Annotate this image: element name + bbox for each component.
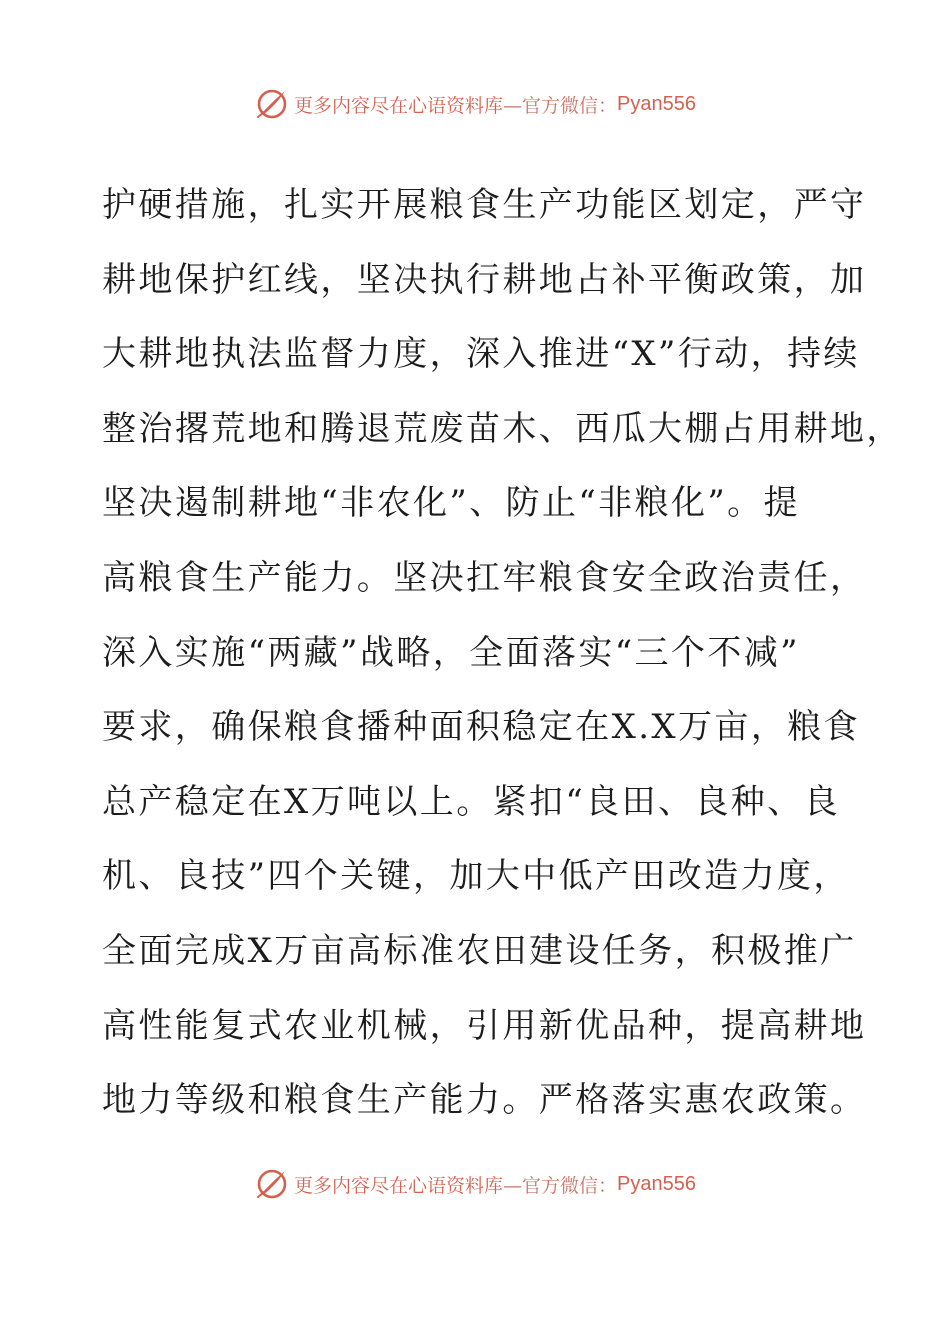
watermark-wechat-id: Pyan556 <box>617 92 696 115</box>
text-line: 地力等级和粮食生产能力。严格落实惠农政策。 <box>102 1080 867 1121</box>
text-line: 深入实施“两藏”战略，全面落实“三个不减” <box>102 632 800 673</box>
footer-watermark <box>0 1164 950 1204</box>
watermark-title: 更多内容尽在心语资料库 <box>294 1174 504 1197</box>
watermark-wechat-label: —官方微信： <box>503 1174 618 1197</box>
watermark-wechat-label: —官方微信： <box>503 94 618 117</box>
watermark-wechat-id: Pyan556 <box>617 1172 696 1195</box>
document-body <box>102 168 903 1138</box>
text-line: 要求，确保粮食播种面积稳定在X.X万亩，粮食 <box>102 707 861 748</box>
text-line: 全面完成X万亩高标准农田建设任务，积极推广 <box>102 930 857 971</box>
text-line: 总产稳定在X万吨以上。紧扣“良田、良种、良 <box>102 781 840 822</box>
text-line: 大耕地执法监督力度，深入推进“X”行动，持续 <box>102 334 860 375</box>
text-line: 高性能复式农业机械，引用新优品种，提高耕地 <box>102 1005 867 1046</box>
text-line: 高粮食生产能力。坚决扛牢粮食安全政治责任， <box>102 557 867 598</box>
quill-pen-logo-icon <box>254 1166 290 1202</box>
text-line: 整治撂荒地和腾退荒废苗木、西瓜大棚占用耕地， <box>102 408 903 449</box>
text-line: 机、良技”四个关键，加大中低产田改造力度， <box>102 856 850 897</box>
text-line: 护硬措施，扎实开展粮食生产功能区划定，严守 <box>102 185 867 225</box>
quill-pen-logo-icon <box>254 86 290 122</box>
text-line: 耕地保护红线，坚决执行耕地占补平衡政策，加 <box>102 259 867 300</box>
header-watermark <box>0 84 950 124</box>
watermark-title: 更多内容尽在心语资料库 <box>294 94 504 117</box>
text-line: 坚决遏制耕地“非农化”、防止“非粮化”。提 <box>102 483 800 524</box>
